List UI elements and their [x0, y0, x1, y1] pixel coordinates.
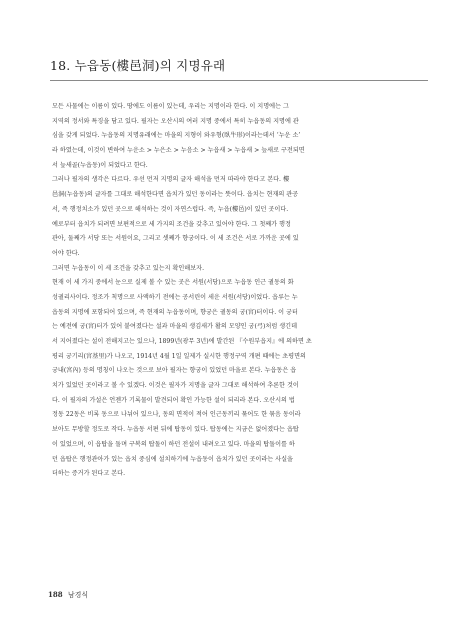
text-line: 서, 즉 행정치소가 있던 곳으로 해석하는 것이 자연스럽다. 즉, 누읍(樓邑)이 있던 곳이다.	[52, 205, 289, 213]
text-line: 서 늪새골(누읍동)이 되었다고 한다.	[52, 161, 148, 169]
text-line: 서 지어졌다는 설이 전해지고는 있으나, 1899년(광무 3년)에 발간된 『수원부읍지』에 의하면 초	[52, 338, 312, 345]
chapter-heading-block	[50, 56, 428, 81]
page-number: 188	[48, 590, 63, 599]
text-line: 는 예전에 궁(宮)터가 있어 붙여졌다는 설과 마을의 생김새가 활의 모양인 궁(弓)처럼 생긴데	[52, 323, 298, 331]
text-line: 심을 갖게 되었다. 누읍동의 지명유래에는 마을의 지형이 와우형(臥牛形)이라는데서 ‘누운 소’	[52, 132, 301, 140]
text-line: 어야 한다.	[52, 249, 80, 257]
text-line: 성궐리사이다. 정조가 칙명으로 사액하기 전에는 공서린이 세운 서원(서당)이었다. 읍루는 누	[52, 293, 298, 301]
text-line: 예로부터 읍치가 되려면 보편적으로 세 가지의 조건을 갖추고 있어야 한다. 그 첫째가 행정	[52, 220, 291, 228]
text-line: 보아도 무방할 정도로 작다. 누읍동 서편 뒤에 탑동이 있다. 탑동에는 지금은 없어졌다는 읍탑	[52, 426, 299, 434]
text-line: 모든 사물에는 이름이 있다. 땅에도 이름이 있는데, 우리는 지명이라 한다. 이 지명에는 그	[52, 103, 289, 110]
chapter-title: 18. 누읍동(樓邑洞)의 지명유래	[50, 58, 226, 73]
text-line: 더하는 증거가 된다고 본다.	[52, 470, 126, 478]
text-line: 평리 궁기리(宮基里)가 나오고, 1914년 4월 1일 일제가 실시한 행정구역 개편 때에는 초평면의	[52, 352, 306, 360]
text-line: 관아, 둘째가 서당 또는 서원이요, 그리고 셋째가 향궁이다. 이 세 조건은 서로 가까운 곳에 있	[52, 235, 299, 243]
text-line: 다. 이 필자의 가설은 언젠가 기록물이 발견되어 확인 가능한 설이 되리라 본다. 오산시의 법	[52, 396, 295, 404]
running-footer-title: 남경식	[67, 591, 89, 599]
text-line: 던 읍탑은 행정관아가 있는 읍치 중심에 설치하기에 누읍동이 읍치가 있던 곳이라는 사실을	[52, 455, 293, 463]
text-line: 이 있었으며, 이 읍탑을 돌며 구복의 탑돌이 하던 전설이 내려오고 있다. 마을의 탑돌이를 하	[52, 440, 295, 448]
text-line: 라 하였는데, 이것이 변하여 누운소 > 누은소 > 누음소 > 누읍새 > 누읍새 > 늪새로 구전되면	[52, 147, 305, 155]
text-line: 그러나 필자의 생각은 다르다. 우선 먼저 지명의 글자 해석을 먼저 따라야 한다고 본다. 樓	[52, 176, 290, 184]
text-line: 치가 있었던 곳이라고 볼 수 있겠다. 이것은 필자가 지명을 글자 그대로 해석하여 추론한 것이	[52, 382, 299, 390]
text-line: 현재 이 세 가지 중에서 눈으로 실제 볼 수 있는 곳은 서원(서당)으로 누읍동 인근 궐동의 화	[52, 279, 294, 287]
text-line: 그러면 누읍동이 이 세 조건을 갖추고 있는지 확인해보자.	[52, 264, 205, 272]
text-line: 정동 22동은 비록 동으로 나뉘어 있으나, 동의 면적이 적어 인근동끼리 묶어도 한 묶음 동이라	[52, 411, 301, 419]
body-text	[52, 100, 422, 482]
page-footer	[48, 590, 88, 600]
text-line: 邑洞(누읍동)의 글자를 그대로 해석한다면 읍치가 있던 동이라는 뜻이다. 읍치는 현재의 관공	[52, 191, 299, 199]
text-line: 읍동의 지명에 포함되어 있으며, 즉 현재의 누읍동이며, 향궁은 궐동의 궁(宮)터이다. 이 궁터	[52, 308, 298, 316]
text-line: 궁내(宮內) 등의 명칭이 나오는 것으로 보아 필자는 향궁이 있었던 마을로 본다. 누읍동은 읍	[52, 367, 297, 375]
text-line: 지역의 정서와 특징을 담고 있다. 필자는 오산시의 여러 지명 중에서 특히 누읍동의 지명에 관	[52, 117, 299, 125]
